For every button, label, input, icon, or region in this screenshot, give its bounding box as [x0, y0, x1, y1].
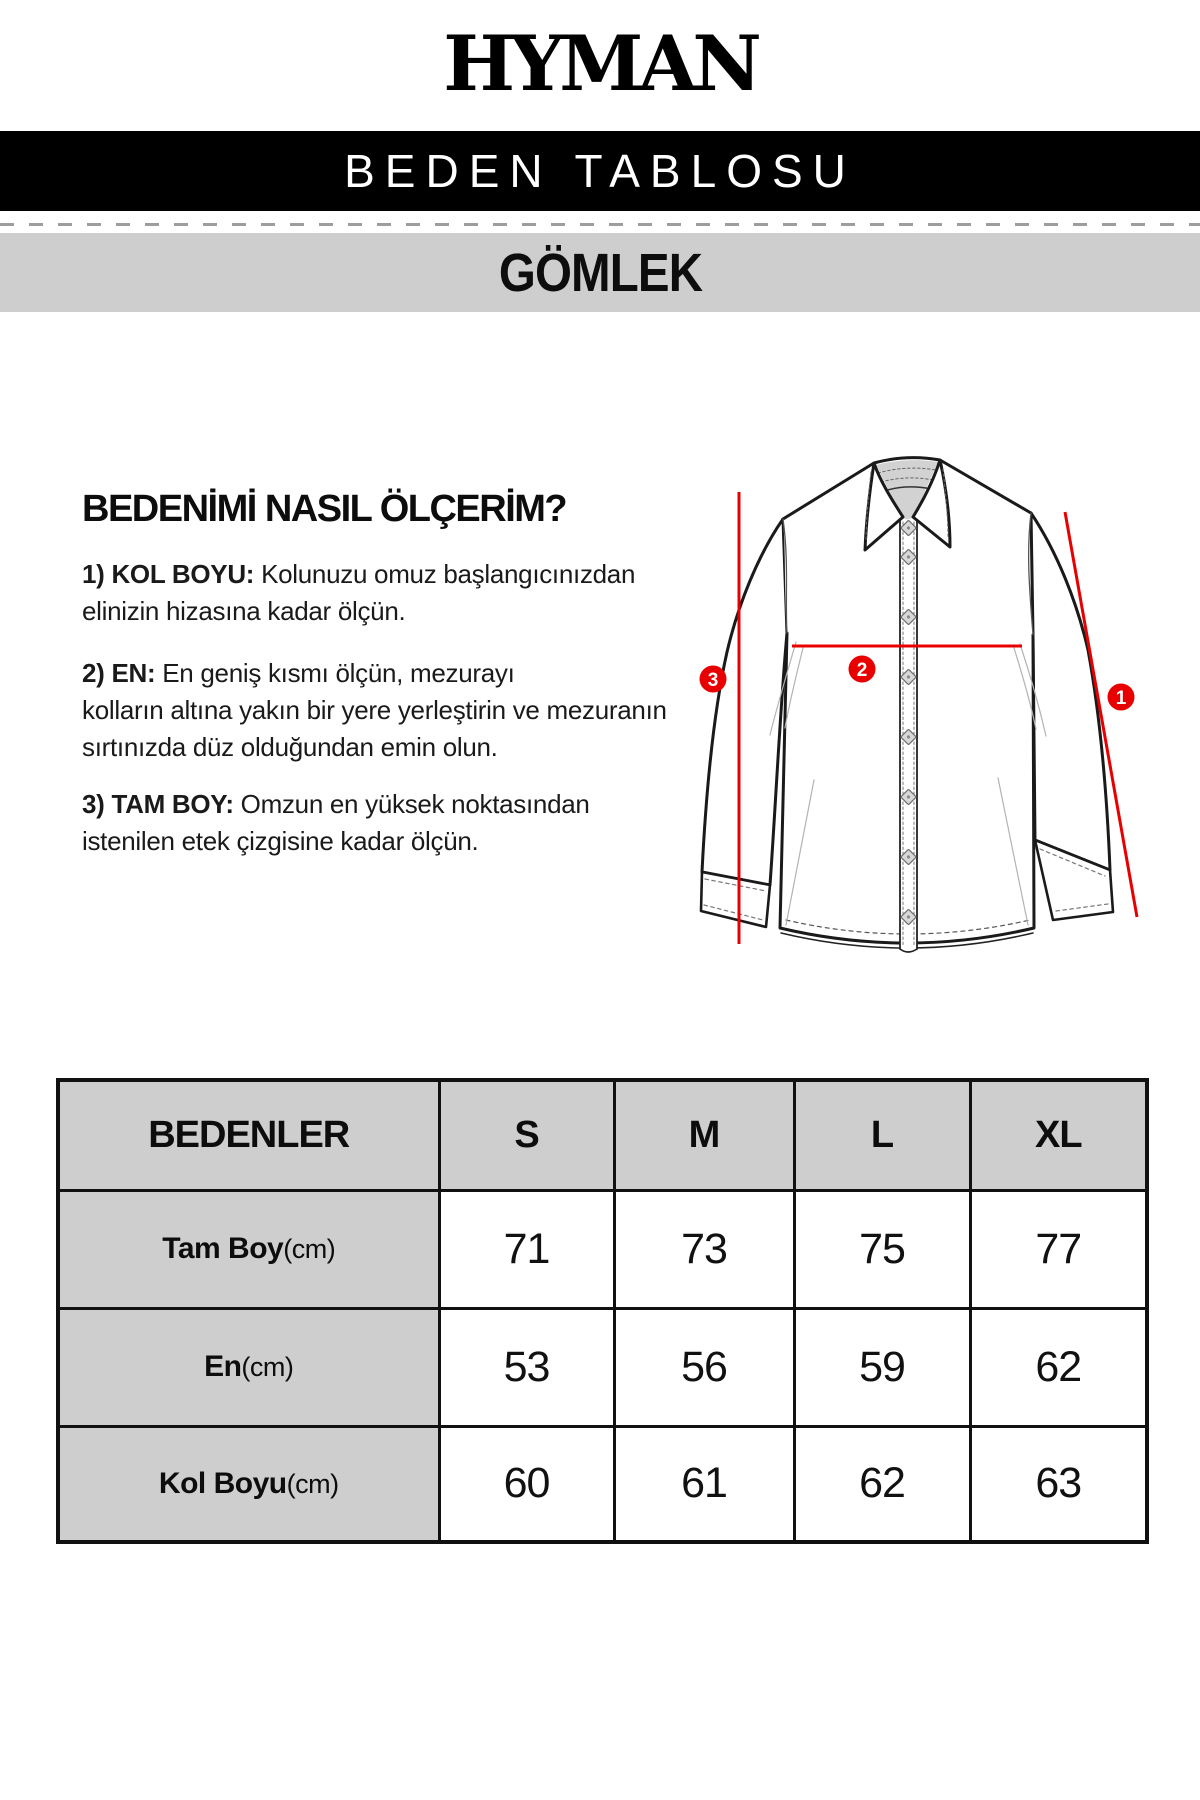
size-table [56, 1078, 1149, 1544]
header-size-l: L [794, 1080, 970, 1190]
header-size-s: S [439, 1080, 614, 1190]
title-bar-text: BEDEN TABLOSU [344, 145, 856, 197]
value-cell: 56 [614, 1308, 794, 1426]
value-cell: 53 [439, 1308, 614, 1426]
step-3-label: 3) TAM BOY: [82, 789, 234, 819]
value-cell: 71 [439, 1190, 614, 1308]
value-cell: 63 [970, 1426, 1147, 1542]
category-title: GÖMLEK [498, 242, 702, 303]
header-size-xl: XL [970, 1080, 1147, 1190]
marker-2 [849, 656, 876, 683]
marker-1 [1108, 684, 1135, 711]
value-cell: 73 [614, 1190, 794, 1308]
step-3-text: Omzun en yüksek noktasından istenilen etek çizgisine kadar ölçün. [82, 789, 590, 856]
marker-3 [700, 666, 727, 693]
header-size-m: M [614, 1080, 794, 1190]
row-en [58, 1308, 1147, 1426]
row-kol-boyu [58, 1426, 1147, 1542]
value-cell: 75 [794, 1190, 970, 1308]
value-cell: 62 [794, 1426, 970, 1542]
value-cell: 59 [794, 1308, 970, 1426]
value-cell: 77 [970, 1190, 1147, 1308]
step-2-label: 2) EN: [82, 658, 156, 688]
value-cell: 60 [439, 1426, 614, 1542]
row-kol-boyu-label: Kol Boyu(cm) [58, 1426, 439, 1542]
row-tam-boy-label: Tam Boy(cm) [58, 1190, 439, 1308]
value-cell: 62 [970, 1308, 1147, 1426]
row-tam-boy [58, 1190, 1147, 1308]
row-en-label: En(cm) [58, 1308, 439, 1426]
brand-logo: HYMAN [443, 19, 757, 108]
size-table-header-row [58, 1080, 1147, 1190]
svg-text:1: 1 [1115, 688, 1127, 709]
howto-title: BEDENİMİ NASIL ÖLÇERİM? [82, 488, 567, 530]
step-1-text: Kolunuzu omuz başlangıcınızdan elinizin hizasına kadar ölçün. [82, 559, 636, 626]
value-cell: 61 [614, 1426, 794, 1542]
svg-text:3: 3 [707, 670, 719, 691]
stitch-divider [0, 223, 1200, 226]
shirt-diagram [600, 380, 1180, 960]
left-sleeve [702, 519, 787, 885]
header-bedenler: BEDENLER [58, 1080, 439, 1190]
svg-text:2: 2 [856, 660, 868, 681]
step-1-label: 1) KOL BOYU: [82, 559, 255, 589]
category-bar [0, 233, 1200, 312]
title-bar [0, 131, 1200, 211]
step-2-text: En geniş kısmı ölçün, mezurayı kolların altına yakın bir yere yerleştirin ve mezuranın sırtınızda düz olduğundan emin olun. [82, 658, 667, 762]
shirt-sketch [701, 458, 1113, 952]
